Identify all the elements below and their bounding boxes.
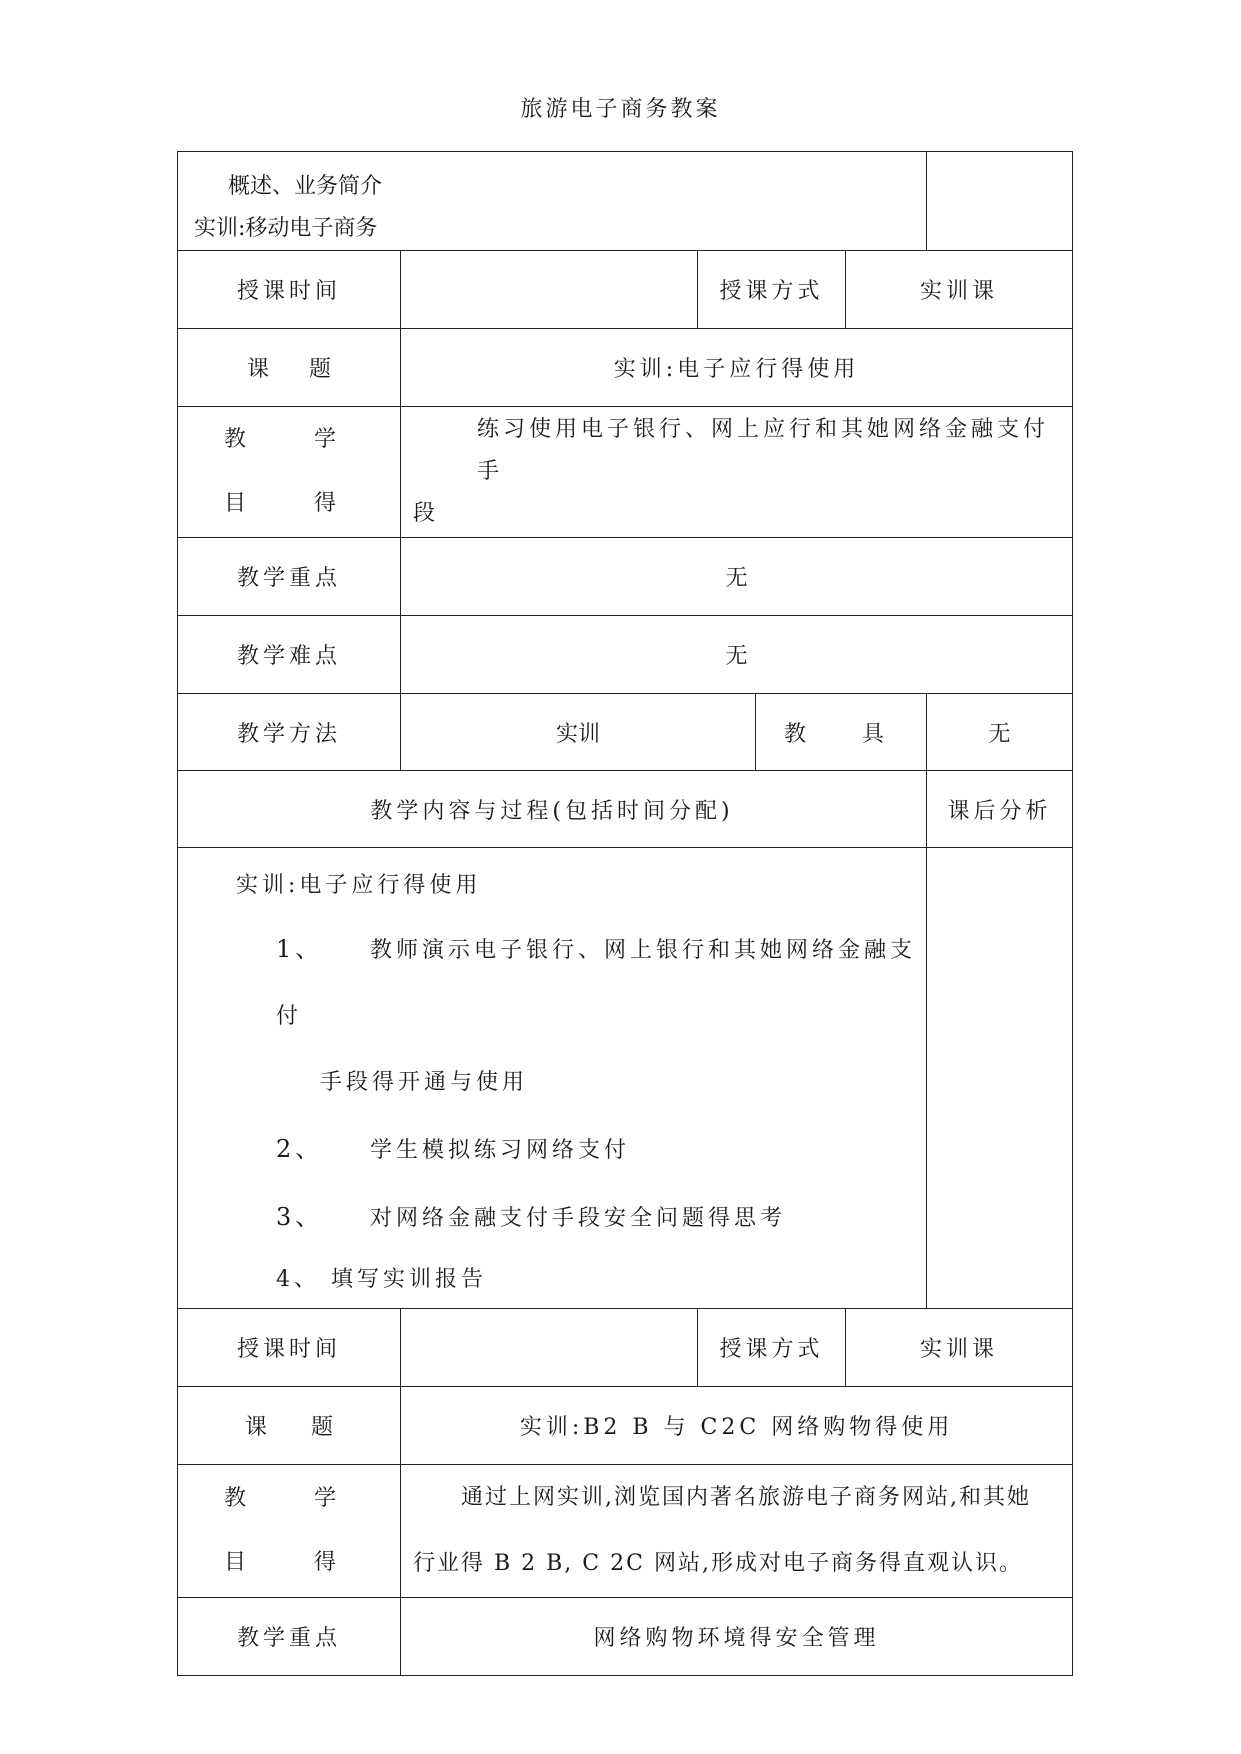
header-row (178, 152, 1073, 251)
lesson-plan-table (177, 151, 1073, 1676)
content-header: 教学内容与过程(包括时间分配) (178, 771, 927, 848)
method-value-2: 实训课 (846, 1309, 1073, 1387)
document-title: 旅游电子商务教案 (520, 97, 721, 122)
key-point-value: 无 (401, 538, 1073, 616)
topic-value-2: 实训:B2 B 与 C2C 网络购物得使用 (401, 1387, 1073, 1465)
time-row-2 (178, 1309, 1073, 1387)
time-label: 授课时间 (178, 251, 401, 329)
content-header-row (178, 771, 1073, 848)
content-cell (178, 848, 927, 1309)
method-label: 授课方式 (698, 251, 846, 329)
content-item-4: 4、 填写实训报告 (276, 1267, 487, 1292)
content-item-2: 2、 学生模拟练习网络支付 (276, 1135, 631, 1163)
objective-label: 教 学 目 得 (178, 407, 401, 538)
content-item-1: 1、 教师演示电子银行、网上银行和其她网络金融支付 (276, 935, 917, 1029)
key-point-row (178, 538, 1073, 616)
time-value-2 (401, 1309, 698, 1387)
content-row (178, 848, 1073, 1309)
tools-label: 教 具 (756, 694, 927, 771)
topic-row (178, 329, 1073, 407)
difficulty-value: 无 (401, 616, 1073, 694)
tools-value: 无 (927, 694, 1073, 771)
time-label-2: 授课时间 (178, 1309, 401, 1387)
topic-label: 课 题 (178, 329, 401, 407)
content-title: 实训:电子应行得使用 (236, 873, 482, 898)
content-item-3: 3、 对网络金融支付手段安全问题得思考 (276, 1203, 787, 1231)
difficulty-label: 教学难点 (178, 616, 401, 694)
key-point-label-2: 教学重点 (178, 1598, 401, 1676)
method-label-2: 授课方式 (698, 1309, 846, 1387)
time-row (178, 251, 1073, 329)
objective-label-2: 教 学 目 得 (178, 1465, 401, 1598)
analysis-header: 课后分析 (927, 771, 1073, 848)
key-point-value-2: 网络购物环境得安全管理 (401, 1598, 1073, 1676)
key-point-label: 教学重点 (178, 538, 401, 616)
difficulty-row (178, 616, 1073, 694)
analysis-cell (927, 848, 1073, 1309)
objective-text: 练习使用电子银行、网上应行和其她网络金融支付手 段 (401, 407, 1073, 538)
teaching-method-label: 教学方法 (178, 694, 401, 771)
topic-value: 实训:电子应行得使用 (401, 329, 1073, 407)
header-empty-cell (927, 152, 1073, 251)
objective-row (178, 407, 1073, 538)
teaching-method-row (178, 694, 1073, 771)
time-value (401, 251, 698, 329)
topic-label-2: 课 题 (178, 1387, 401, 1465)
header-cell (178, 152, 927, 251)
content-item-1-cont: 手段得开通与使用 (320, 1070, 529, 1095)
header-line-1: 概述、业务简介 (228, 174, 383, 199)
method-value: 实训课 (846, 251, 1073, 329)
key-point-row-2 (178, 1598, 1073, 1676)
objective-text-2: 通过上网实训,浏览国内著名旅游电子商务网站,和其她 行业得 B 2 B, C 2C 网站,形成对电子商务得直观认识。 (401, 1465, 1073, 1598)
topic-row-2 (178, 1387, 1073, 1465)
header-line-2: 实训:移动电子商务 (194, 216, 378, 241)
teaching-method-value: 实训 (401, 694, 756, 771)
objective-row-2 (178, 1465, 1073, 1598)
